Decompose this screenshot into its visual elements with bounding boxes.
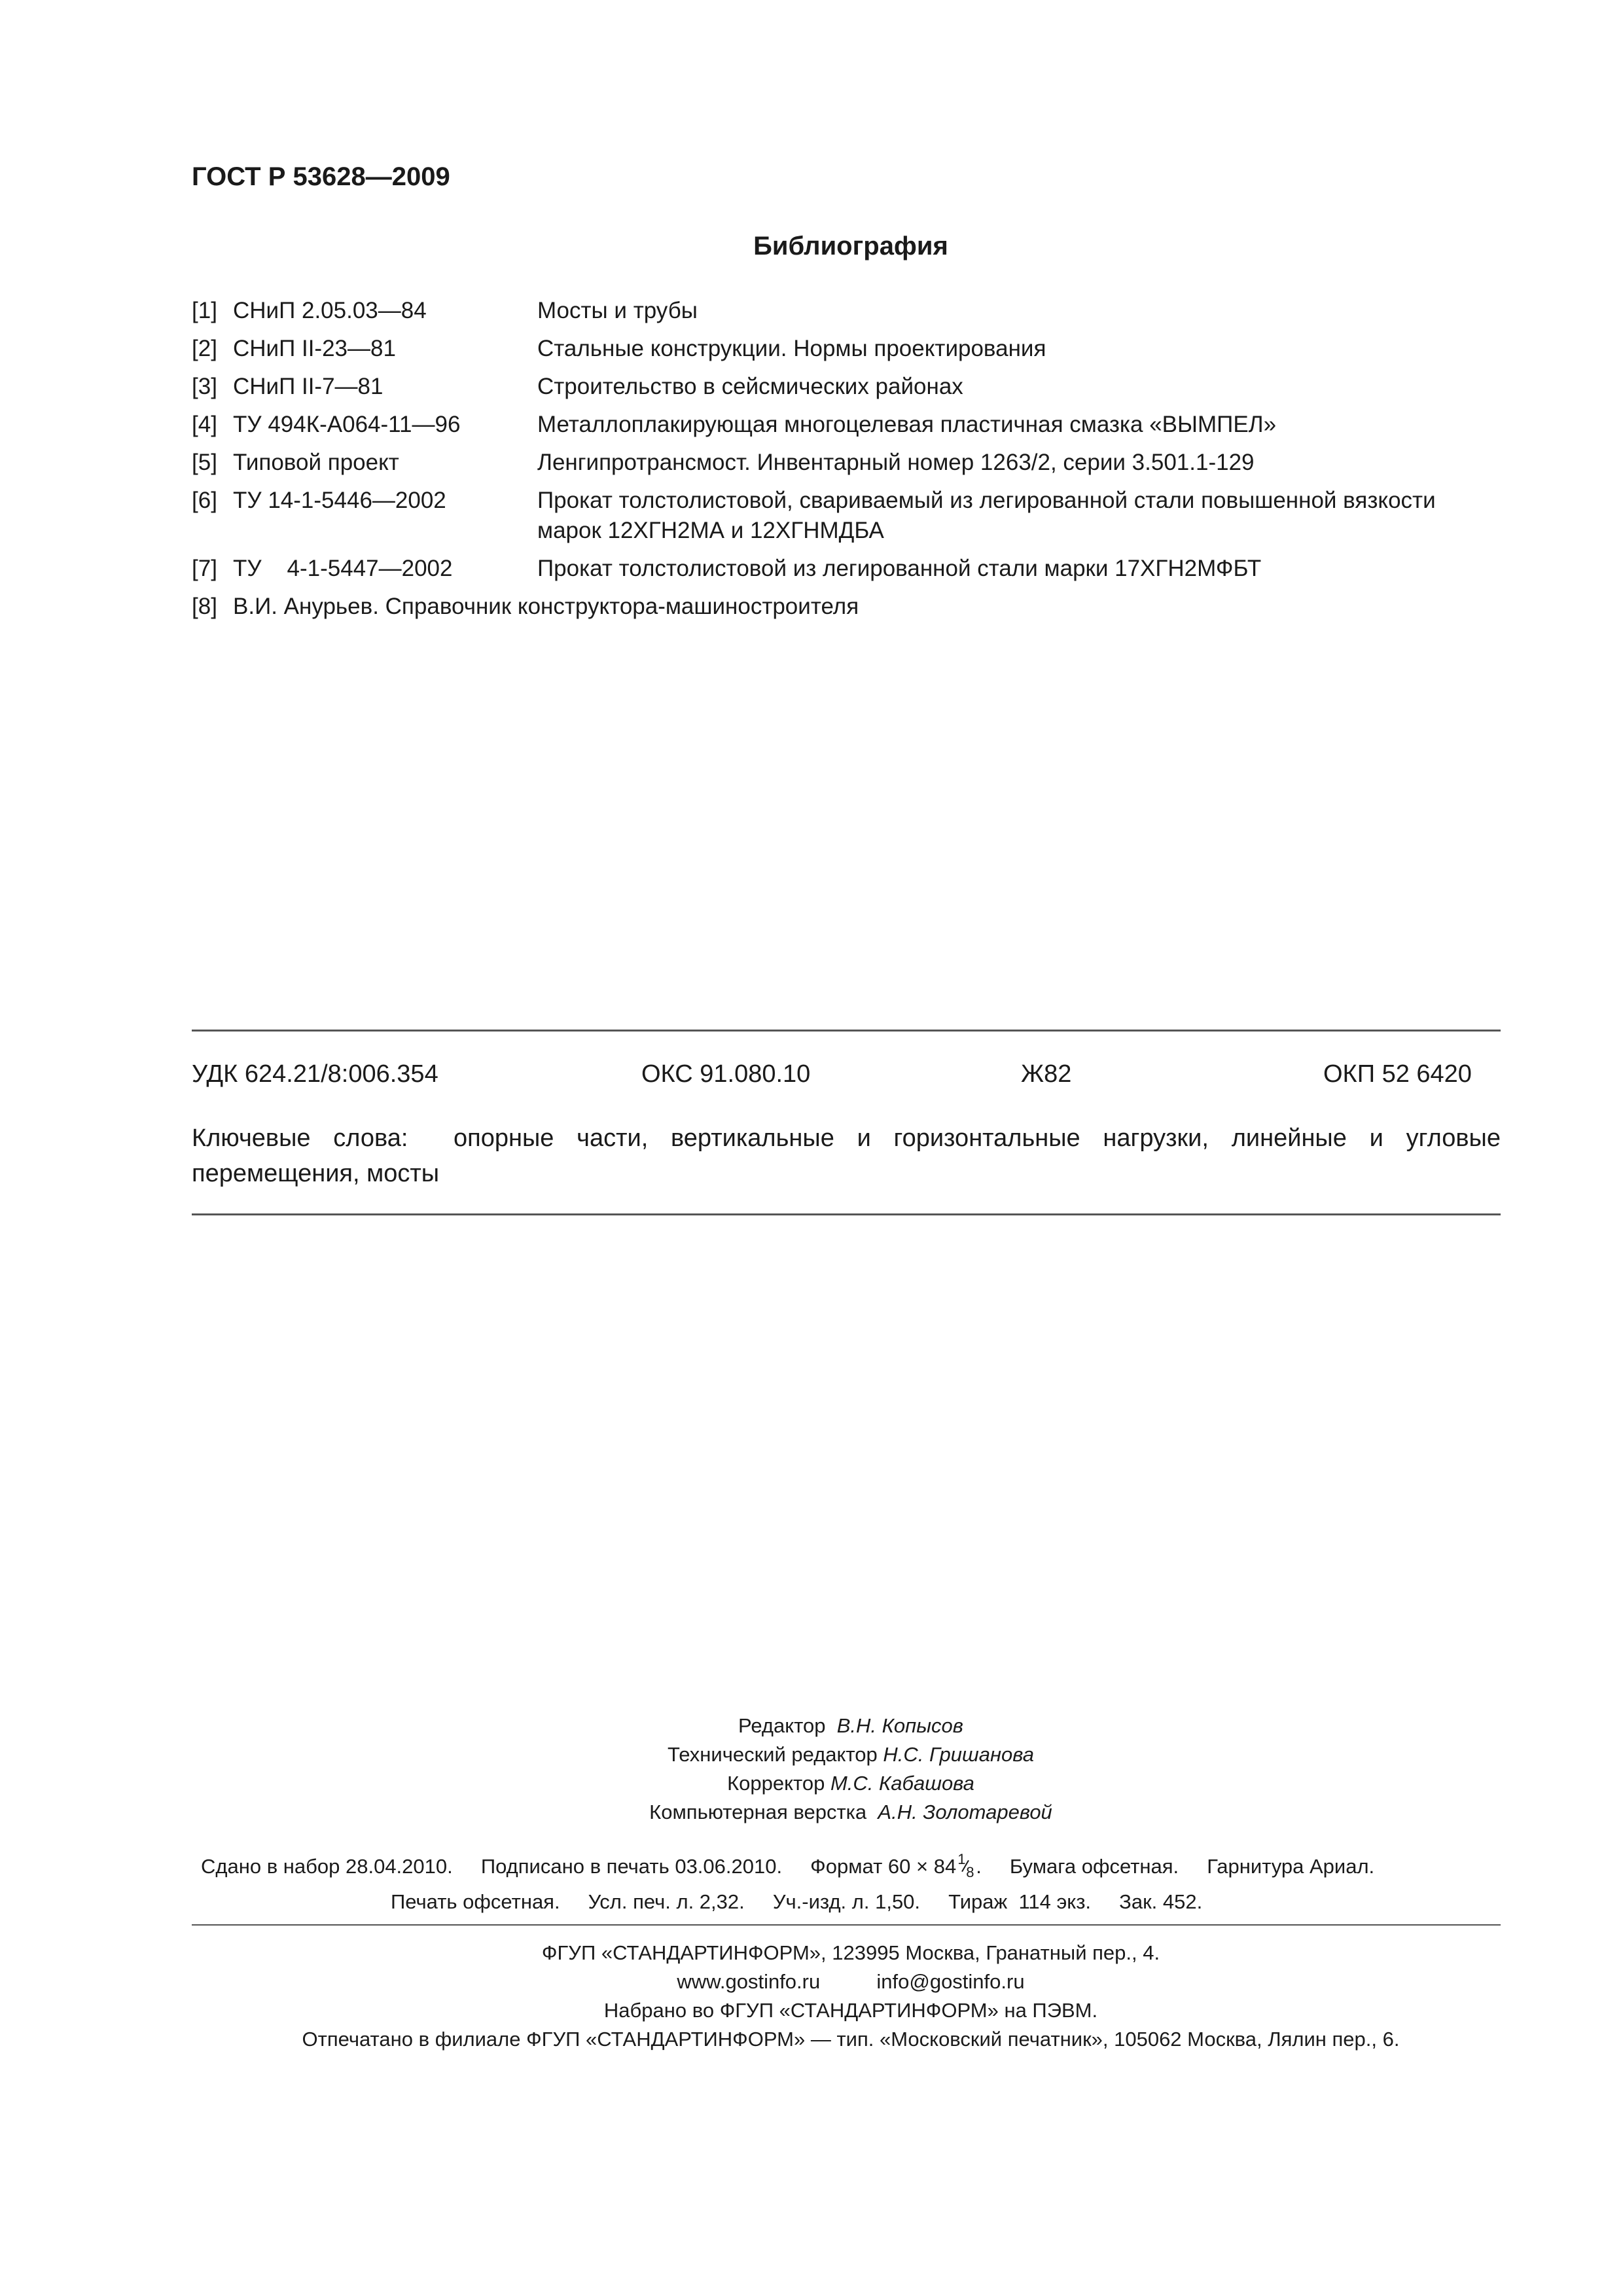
tirazh: Тираж 114 экз.: [948, 1890, 1092, 1913]
footer-divider: [192, 1924, 1501, 1926]
document-code: ГОСТ Р 53628—2009: [192, 162, 450, 191]
udk-code: УДК 624.21/8:006.354: [192, 1060, 438, 1088]
typeset-info: Набрано во ФГУП «СТАНДАРТИНФОРМ» на ПЭВМ.: [603, 1999, 1098, 2022]
bottom-divider: [192, 1213, 1501, 1215]
editor-label: Редактор: [738, 1714, 826, 1737]
format-numerator: 1: [957, 1851, 966, 1867]
sent-date: Сдано в набор 28.04.2010.: [201, 1855, 453, 1878]
okp-code: ОКП 52 6420: [1323, 1060, 1472, 1088]
bibliography-item-number: [7]: [192, 556, 217, 581]
keywords: [192, 1121, 1501, 1191]
order-number: Зак. 452.: [1119, 1890, 1203, 1913]
bibliography-item-source: СНиП II-7—81: [233, 374, 383, 399]
bibliography-item-title: Мосты и трубы: [537, 298, 698, 323]
bibliography-item: [192, 410, 1501, 440]
bibliography-item-title: Прокат толстолистовой, свариваемый из легированной стали повышенной вязкости марок 12ХГН2МА и 12ХГНМДБА: [537, 488, 1436, 543]
bibliography-item-number: [6]: [192, 488, 217, 513]
top-divider: [192, 1030, 1501, 1031]
email-link[interactable]: info@gostinfo.ru: [876, 1970, 1025, 1993]
signed-date: Подписано в печать 03.06.2010.: [480, 1855, 783, 1878]
tech-editor-line: [0, 1740, 1623, 1769]
bibliography-item-title: Ленгипротрансмост. Инвентарный номер 1263/2, серии 3.501.1-129: [537, 450, 1255, 475]
bibliography-item-text: В.И. Анурьев. Справочник конструктора-машиностроителя: [233, 594, 859, 619]
corrector-name: М.С. Кабашова: [830, 1772, 974, 1795]
editor-name: В.Н. Копысов: [836, 1714, 963, 1737]
bibliography-item: [192, 372, 1501, 402]
format-fraction: [956, 1851, 976, 1880]
layout-line: [0, 1798, 1623, 1827]
format-prefix: Формат 60 × 84: [810, 1855, 957, 1878]
bibliography-item-source: ТУ 4-1-5447—2002: [233, 556, 453, 581]
bibliography-item: [192, 296, 1501, 326]
bibliography-item: [192, 448, 1501, 478]
website-link[interactable]: www.gostinfo.ru: [677, 1970, 821, 1993]
usl-sheets: Усл. печ. л. 2,32.: [588, 1890, 745, 1913]
bibliography-item: [192, 554, 1501, 584]
font-type: Гарнитура Ариал.: [1207, 1855, 1375, 1878]
bibliography-item-source: Типовой проект: [233, 450, 399, 475]
bibliography-item: [192, 486, 1501, 546]
layout-name: А.Н. Золотаревой: [878, 1801, 1052, 1823]
staff-credits: [0, 1712, 1623, 1827]
bibliography-list: [192, 296, 1501, 622]
keywords-label: Ключевые слова:: [192, 1124, 408, 1152]
publisher-address: ФГУП «СТАНДАРТИНФОРМ», 123995 Москва, Гранатный пер., 4.: [541, 1941, 1160, 1964]
publisher-footer: [0, 1939, 1623, 2054]
print-info-line-2: [391, 1890, 1202, 1914]
bibliography-item-number: [8]: [192, 594, 217, 619]
oks-code: ОКС 91.080.10: [641, 1060, 811, 1088]
bibliography-item-number: [5]: [192, 450, 217, 475]
group-code: Ж82: [1021, 1060, 1072, 1088]
uch-sheets: Уч.-изд. л. 1,50.: [772, 1890, 921, 1913]
tech-editor-name: Н.С. Гришанова: [883, 1743, 1034, 1766]
layout-label: Компьютерная верстка: [649, 1801, 867, 1823]
bibliography-item-number: [1]: [192, 298, 217, 323]
bibliography-item-title: Стальные конструкции. Нормы проектирования: [537, 336, 1046, 361]
bibliography-item-source: СНиП II-23—81: [233, 336, 396, 361]
bibliography-item-source: ТУ 14-1-5446—2002: [233, 488, 446, 513]
bibliography-item: [192, 334, 1501, 364]
bibliography-item-title: Прокат толстолистовой из легированной стали марки 17ХГН2МФБТ: [537, 556, 1262, 581]
bibliography-item-title: Металлоплакирующая многоцелевая пластичная смазка «ВЫМПЕЛ»: [537, 412, 1277, 437]
print-info-line-1: Сдано в набор 28.04.2010. Подписано в печать 03.06.2010. Формат 60 × 84 1 8 . Бумага офсетная. Гарнитура Ариал.: [201, 1851, 1375, 1880]
corrector-label: Корректор: [727, 1772, 825, 1795]
keywords-text: опорные части, вертикальные и горизонтальные нагрузки, линейные и угловые перемещения, мосты: [192, 1124, 1501, 1187]
bibliography-item-number: [2]: [192, 336, 217, 361]
format-denominator: 8: [966, 1864, 974, 1880]
bibliography-item-title: Строительство в сейсмических районах: [537, 374, 963, 399]
bibliography-item-source: СНиП 2.05.03—84: [233, 298, 427, 323]
bibliography-item-number: [4]: [192, 412, 217, 437]
contact-line: [0, 1967, 1623, 1996]
bibliography-item-number: [3]: [192, 374, 217, 399]
tech-editor-label: Технический редактор: [668, 1743, 878, 1766]
printed-info: Отпечатано в филиале ФГУП «СТАНДАРТИНФОРМ» — тип. «Московский печатник», 105062 Москва, Лялин пер., 6.: [302, 2028, 1400, 2051]
printing-type: Печать офсетная.: [391, 1890, 560, 1913]
bibliography-item-source: ТУ 494К-А064-11—96: [233, 412, 461, 437]
editor-line: [0, 1712, 1623, 1740]
paper-type: Бумага офсетная.: [1009, 1855, 1179, 1878]
bibliography-item: [192, 592, 1501, 622]
bibliography-title: Библиография: [753, 232, 948, 260]
corrector-line: [0, 1769, 1623, 1798]
